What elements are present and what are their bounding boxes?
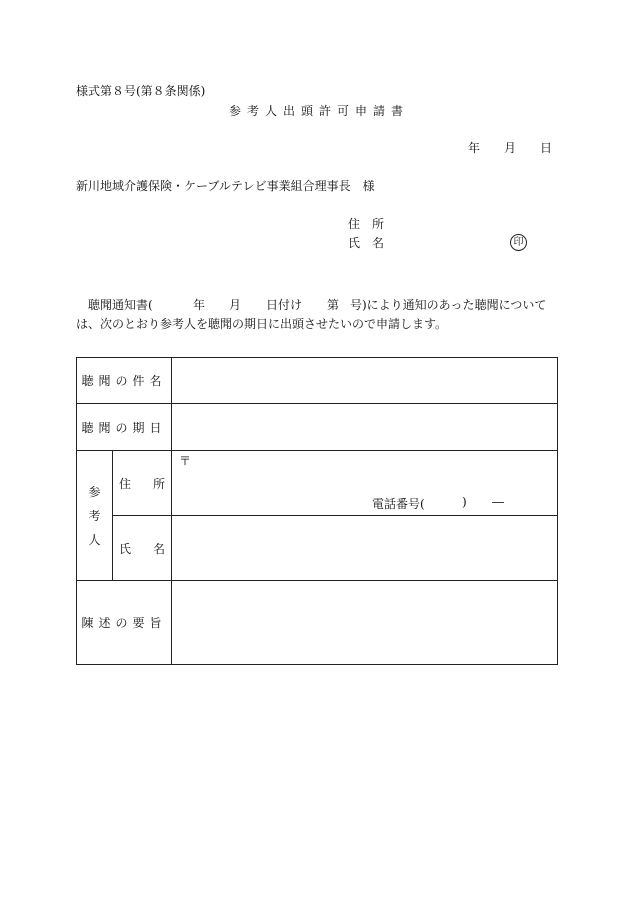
body-no: 第	[327, 298, 340, 312]
body-month: 月	[229, 298, 242, 312]
case-name-label: 聴聞の件名	[77, 358, 172, 404]
phone-label: 電話番号(	[372, 497, 425, 511]
hearing-date-label: 聴聞の期日	[77, 404, 172, 451]
phone-close: )	[462, 495, 467, 509]
application-table	[76, 357, 558, 665]
hearing-date-field[interactable]	[172, 404, 558, 451]
body-day: 日付け	[266, 298, 303, 312]
date-month-label: 月	[504, 141, 517, 155]
addressee: 新川地域介護保険・ケーブルテレビ事業組合理事長 様	[76, 179, 375, 193]
applicant-address-label: 住 所	[348, 217, 385, 231]
applicant-name-label: 氏 名	[348, 236, 385, 250]
witness-name-field[interactable]	[172, 516, 558, 581]
witness-name-label: 氏 名	[113, 516, 172, 581]
case-name-field[interactable]	[172, 358, 558, 404]
seal-mark: 印	[510, 234, 527, 251]
date-year-label: 年	[468, 141, 481, 155]
body-go: 号)により通知のあった聴聞について	[350, 298, 547, 312]
body-prefix: 聴聞通知書(	[88, 298, 153, 312]
statement-label: 陳述の要旨	[77, 581, 172, 665]
witness-address-field[interactable]	[172, 451, 558, 516]
form-number: 様式第８号(第８条関係)	[76, 84, 206, 98]
date-day-label: 日	[540, 141, 553, 155]
body-line2: は、次のとおり参考人を聴聞の期日に出頭させたいので申請します。	[76, 317, 448, 331]
witness-label: 参 考 人	[77, 451, 113, 581]
postal-mark: 〒	[179, 454, 192, 468]
body-year: 年	[193, 298, 206, 312]
phone-dash: ―	[492, 495, 505, 509]
witness-address-label: 住 所	[113, 451, 172, 516]
statement-field[interactable]	[172, 581, 558, 665]
document-title: 参考人出頭許可申請書	[229, 104, 410, 118]
